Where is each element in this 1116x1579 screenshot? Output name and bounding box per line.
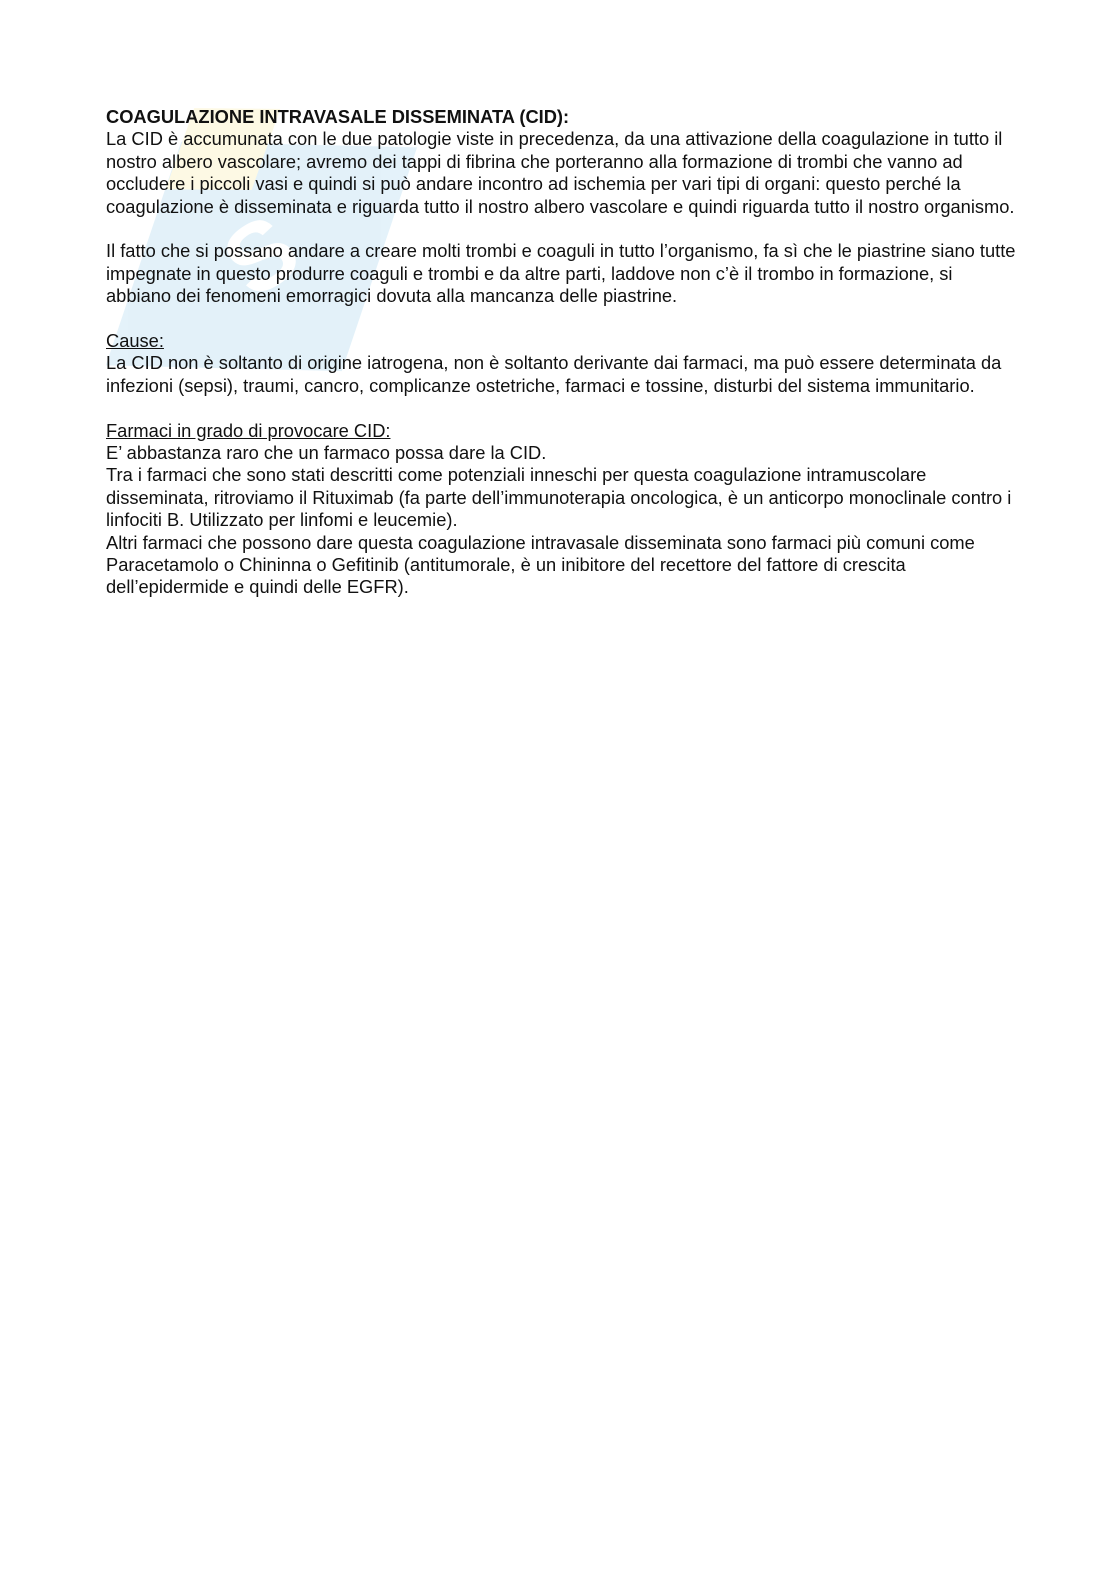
platelets-paragraph: Il fatto che si possano andare a creare molti trombi e coaguli in tutto l’organismo, fa sì che le piastrine siano tutte impegnate in questo produrre coaguli e trombi e da altre parti, laddove non c’è il trombo in formazione, si abbiano dei fenomeni emorragici dovuta alla mancanza delle piastrine. <box>106 240 1016 307</box>
intro-paragraph: La CID è accumunata con le due patologie viste in precedenza, da una attivazione della coagulazione in tutto il nostro albero vascolare; avremo dei tappi di fibrina che porteranno alla formazione di trombi che vanno ad occludere i piccoli vasi e quindi si può andare incontro ad ischemia per vari tipi di organi: questo perché la coagulazione è disseminata e riguarda tutto il nostro albero vascolare e quindi riguarda tutto il nostro organismo. <box>106 128 1015 217</box>
causes-paragraph: La CID non è soltanto di origine iatrogena, non è soltanto derivante dai farmaci, ma può essere determinata da infezioni (sepsi), traumi, cancro, complicanze ostetriche, farmaci e tossine, disturbi del sistema immunitario. <box>106 352 1002 396</box>
spacer <box>106 218 1016 240</box>
spacer <box>106 308 1016 330</box>
other-drugs-paragraph: Altri farmaci che possono dare questa coagulazione intravasale disseminata sono farmaci più comuni come Paracetamolo o Chininna o Gefitinib (antitumorale, è un inibitore del recettore del fattore di crescita dell’epidermide e quindi delle EGFR). <box>106 531 975 598</box>
causes-heading: Cause: <box>106 330 164 352</box>
drugs-heading: Farmaci in grado di provocare CID: <box>106 419 391 441</box>
svg-text:S: S <box>204 193 319 319</box>
spacer <box>106 397 1016 419</box>
document-title: COAGULAZIONE INTRAVASALE DISSEMINATA (CID): <box>106 106 570 127</box>
drugs-rarity-line: E’ abbastanza raro che un farmaco possa dare la CID. <box>106 442 547 464</box>
document-body <box>106 106 1016 599</box>
rituximab-paragraph: Tra i farmaci che sono stati descritti come potenziali inneschi per questa coagulazione intramuscolare disseminata, ritroviamo il Rituximab (fa parte dell’immunoterapia oncologica, è un anticorpo monoclinale contro i linfociti B. Utilizzato per linfomi e leucemie). <box>106 464 1012 531</box>
